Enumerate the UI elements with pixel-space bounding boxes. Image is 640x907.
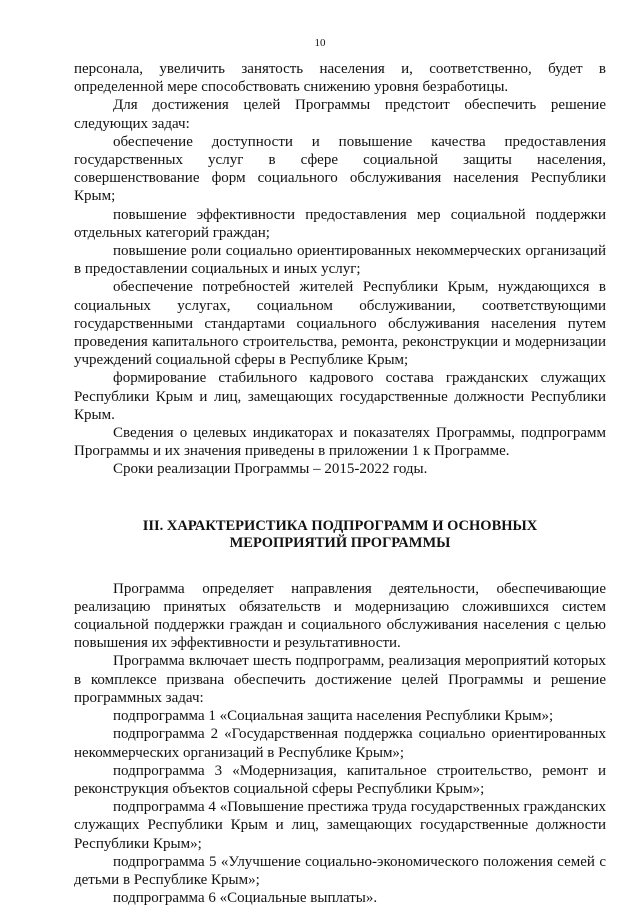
page-number: 10: [314, 37, 326, 49]
task-item: обеспечение потребностей жителей Республики Крым, нуждающихся в социальных услугах, социальном обслуживании, соответствующими государственными стандартами социального обслуживания населения путем проведения капитального строительства, ремонта, реконструкции и модернизации учреждений социальной сферы в Республике Крым;: [74, 279, 606, 369]
paragraph-timeline: Сроки реализации Программы – 2015-2022 годы.: [113, 461, 428, 478]
subprogram-item: подпрограмма 1 «Социальная защита населения Республики Крым»;: [113, 708, 554, 725]
paragraph-subprograms-intro: Программа включает шесть подпрограмм, реализация мероприятий которых в комплексе призвана обеспечить достижение целей Программы и решение программных задач:: [74, 653, 606, 706]
subprogram-item: подпрограмма 2 «Государственная поддержка социально ориентированных некоммерческих организаций в Республике Крым»;: [74, 726, 606, 761]
task-item: формирование стабильного кадрового состава гражданских служащих Республики Крым и лиц, замещающих государственные должности Республики Крым.: [74, 370, 606, 423]
paragraph-continuation: персонала, увеличить занятость населения и, соответственно, будет в определенной мере способствовать снижению уровня безработицы.: [74, 61, 606, 96]
subprogram-item: подпрограмма 3 «Модернизация, капитальное строительство, ремонт и реконструкция объектов социальной сферы Республики Крым»;: [74, 762, 606, 797]
section-heading: III. ХАРАКТЕРИСТИКА ПОДПРОГРАММ И ОСНОВНЫХ МЕРОПРИЯТИЙ ПРОГРАММЫ: [142, 517, 538, 551]
paragraph-tasks-intro: Для достижения целей Программы предстоит обеспечить решение следующих задач:: [74, 97, 606, 132]
paragraph-indicators: Сведения о целевых индикаторах и показателях Программы, подпрограмм Программы и их значения приведены в приложении 1 к Программе.: [74, 425, 606, 460]
task-item: повышение эффективности предоставления мер социальной поддержки отдельных категорий граждан;: [74, 206, 606, 241]
subprogram-item: подпрограмма 5 «Улучшение социально-экономического положения семей с детьми в Республике Крым»;: [74, 853, 606, 888]
task-item: повышение роли социально ориентированных некоммерческих организаций в предоставлении социальных и иных услуг;: [74, 243, 606, 278]
subprogram-item: подпрограмма 6 «Социальные выплаты».: [113, 890, 378, 907]
task-item: обеспечение доступности и повышение качества предоставления государственных услуг в сфере социальной защиты населения, совершенствование форм социального обслуживания населения Республики Крым;: [74, 133, 606, 205]
subprogram-item: подпрограмма 4 «Повышение престижа труда государственных гражданских служащих Республики Крым и лиц, замещающих государственные должности Республики Крым»;: [74, 799, 606, 852]
document-body: [74, 60, 606, 907]
paragraph-program-definition: Программа определяет направления деятельности, обеспечивающие реализацию принятых обязательств и модернизацию сложившихся систем социальной поддержки граждан и социального обслуживания населения с целью повышения их эффективности и результативности.: [74, 580, 606, 652]
